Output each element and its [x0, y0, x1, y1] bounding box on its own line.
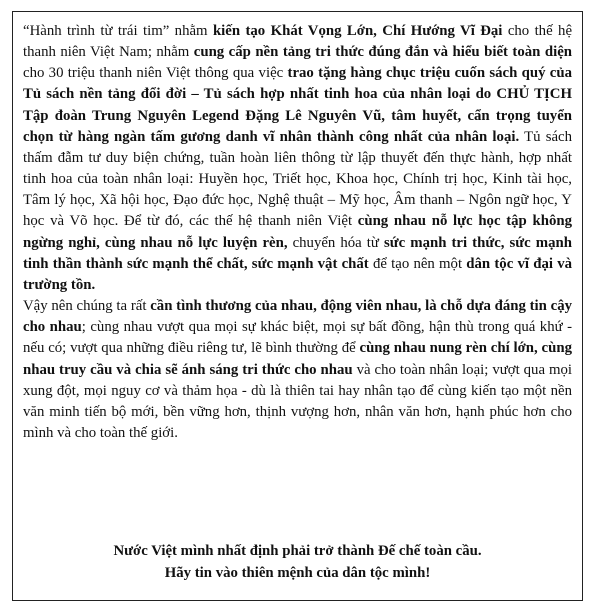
segment: và cho toàn nhân loại; vượt qua mọi xung đột, mọi nguy cơ và thảm họa - dù là thiên tai hay nhân tạo để cùng kiến tạo một nền văn minh tiến bộ mới, bền vững hơn, thịnh vượng hơn, nhân văn hơn, hạnh phúc hơn cho mình và cho toàn thế giới. [23, 361, 572, 441]
closing-statement [23, 540, 572, 584]
segment: Vậy nên chúng ta rất [23, 298, 151, 315]
segment: Tủ sách thấm đẫm tư duy biện chứng, tuần hoàn liên thông từ lập thuyết đến thực hành, hợp nhất tinh hoa của toàn nhân loại: Huyền học, Triết học, Khoa học, Chính trị học, Kinh tài học, Tâm lý học, Xã hội học, Đạo đức học, Nghệ thuật – Mỹ học, Âm thanh – Ngôn ngữ học, Y học và Võ học. Để từ đó, các thế hệ thanh niên Việt [23, 128, 572, 230]
segment-bold: dân tộc vĩ đại và trường tồn. [23, 255, 572, 293]
segment: để tạo nên một [368, 255, 467, 272]
segment-bold: cần tình thương của nhau, động viên nhau, là chỗ dựa đáng tin cậy cho nhau [23, 298, 572, 336]
closing-line-2: Hãy tin vào thiên mệnh của dân tộc mình! [164, 565, 431, 581]
closing-line-1: Nước Việt mình nhất định phải trở thành Đế chế toàn cầu. [113, 543, 482, 559]
segment-bold: cùng nhau nung rèn chí lớn, cùng nhau truy cầu và chia sẽ ánh sáng tri thức cho nhau [23, 340, 572, 378]
segment-bold: cùng nhau nỗ lực học tập không ngừng nghỉ, cùng nhau nỗ lực luyện rèn, [23, 213, 572, 251]
paragraph-2 [23, 296, 572, 444]
paragraph-1 [23, 21, 572, 296]
body-text [23, 21, 572, 444]
segment: cho 30 triệu thanh niên Việt thông qua việc [23, 65, 288, 82]
segment-bold: trao tặng hàng chục triệu cuốn sách quý của Tủ sách nền tảng đổi đời – Tủ sách hợp nhất tinh hoa của nhân loại do CHỦ TỊCH Tập đoàn Trung Nguyên Legend Đặng Lê Nguyên Vũ, tâm huyết, cẩn trọng tuyển chọn từ hàng ngàn tấm gương danh vĩ nhân thành công nhất của nhân loại. [23, 65, 573, 145]
segment-bold: cung cấp nền tảng tri thức đúng đắn và hiểu biết toàn diện [193, 44, 572, 61]
segment-bold: kiến tạo Khát Vọng Lớn, Chí Hướng Vĩ Đại [212, 23, 503, 39]
segment: “Hành trình từ trái tim” nhằm [23, 23, 213, 39]
segment: cho thế hệ thanh niên Việt Nam; nhằm [23, 23, 573, 61]
segment-bold: sức mạnh tri thức, sức mạnh tinh thần thành sức mạnh thể chất, sức mạnh vật chất [23, 234, 572, 272]
segment: chuyển hóa từ [287, 234, 384, 251]
segment: ; cùng nhau vượt qua mọi sự khác biệt, mọi sự bất đồng, hận thù trong quá khứ - nếu có; vượt qua những điều riêng tư, lẽ bình thường để [23, 319, 573, 357]
